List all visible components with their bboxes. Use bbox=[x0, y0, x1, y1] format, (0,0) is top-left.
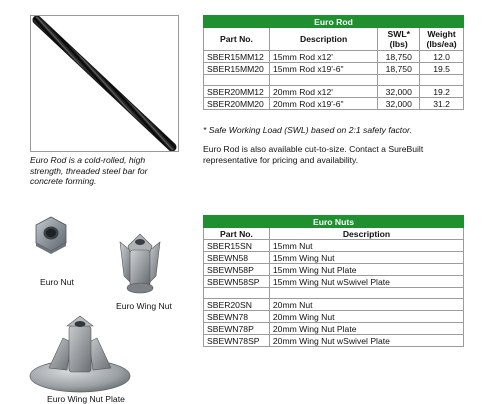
table-spacer-row bbox=[204, 288, 464, 299]
part-number: SBER15MM20 bbox=[204, 63, 270, 75]
part-number: SBER15SN bbox=[204, 240, 270, 252]
euro-nut-label: Euro Nut bbox=[40, 277, 74, 287]
description: 15mm Wing Nut wSwivel Plate bbox=[269, 276, 463, 288]
description: 20mm Wing Nut Plate bbox=[269, 323, 463, 335]
part-number: SBEWN58P bbox=[204, 264, 270, 276]
description: 15mm Wing Nut bbox=[269, 252, 463, 264]
euro-wing-nut-image bbox=[110, 228, 170, 301]
swl-footnote: * Safe Working Load (SWL) based on 2:1 safety factor. bbox=[203, 125, 412, 135]
table-title: Euro Rod bbox=[204, 16, 464, 28]
part-number: SBEWN78SP bbox=[204, 335, 270, 347]
column-header: SWL* (lbs) bbox=[378, 28, 420, 51]
description: 15mm Rod x19'-6" bbox=[269, 63, 377, 75]
description: 20mm Wing Nut bbox=[269, 311, 463, 323]
part-number: SBER20MM20 bbox=[204, 98, 270, 110]
euro-rod-table bbox=[203, 15, 464, 110]
weight-value: 19.5 bbox=[420, 63, 464, 75]
euro-wing-nut-plate-label: Euro Wing Nut Plate bbox=[47, 394, 125, 404]
euro-nut-image bbox=[33, 215, 69, 260]
euro-wing-nut-plate-image bbox=[27, 312, 133, 399]
table-row bbox=[204, 63, 464, 75]
weight-value: 19.2 bbox=[420, 86, 464, 98]
description: 20mm Wing Nut wSwivel Plate bbox=[269, 335, 463, 347]
wing-nut-illustration bbox=[110, 228, 170, 296]
description: 15mm Rod x12' bbox=[269, 51, 377, 63]
table-title: Euro Nuts bbox=[204, 216, 464, 228]
swl-value: 18,750 bbox=[378, 51, 420, 63]
swl-value: 18,750 bbox=[378, 63, 420, 75]
euro-rod-image bbox=[30, 15, 179, 152]
description: 15mm Wing Nut Plate bbox=[269, 264, 463, 276]
table-header-row bbox=[204, 28, 464, 51]
wing-nut-plate-illustration bbox=[27, 312, 133, 394]
description: 20mm Nut bbox=[269, 299, 463, 311]
part-number: SBEWN78P bbox=[204, 323, 270, 335]
part-number: SBEWN58SP bbox=[204, 276, 270, 288]
description: 20mm Rod x12' bbox=[269, 86, 377, 98]
column-header: Part No. bbox=[204, 28, 270, 51]
table-row bbox=[204, 299, 464, 311]
table-row bbox=[204, 252, 464, 264]
table-row bbox=[204, 276, 464, 288]
table-row bbox=[204, 240, 464, 252]
description: 20mm Rod x19'-6" bbox=[269, 98, 377, 110]
part-number: SBER20MM12 bbox=[204, 86, 270, 98]
column-header: Part No. bbox=[204, 228, 270, 240]
column-header: Weight (lbs/ea) bbox=[420, 28, 464, 51]
swl-value: 32,000 bbox=[378, 98, 420, 110]
table-header-row bbox=[204, 228, 464, 240]
table-spacer-row bbox=[204, 75, 464, 86]
euro-wing-nut-label: Euro Wing Nut bbox=[116, 301, 172, 311]
table-row bbox=[204, 264, 464, 276]
threaded-rod-illustration bbox=[31, 16, 178, 151]
part-number: SBER20SN bbox=[204, 299, 270, 311]
part-number: SBEWN58 bbox=[204, 252, 270, 264]
column-header: Description bbox=[269, 28, 377, 51]
euro-rod-caption: Euro Rod is a cold-rolled, high strength, threaded steel bar for concrete forming. bbox=[30, 155, 148, 186]
column-header: Description bbox=[269, 228, 463, 240]
part-number: SBER15MM12 bbox=[204, 51, 270, 63]
table-row bbox=[204, 335, 464, 347]
description: 15mm Nut bbox=[269, 240, 463, 252]
table-row bbox=[204, 323, 464, 335]
hex-nut-illustration bbox=[33, 215, 69, 255]
swl-value: 32,000 bbox=[378, 86, 420, 98]
weight-value: 12.0 bbox=[420, 51, 464, 63]
table-row bbox=[204, 51, 464, 63]
weight-value: 31.2 bbox=[420, 98, 464, 110]
table-row bbox=[204, 311, 464, 323]
part-number: SBEWN78 bbox=[204, 311, 270, 323]
cut-to-size-note: Euro Rod is also available cut-to-size. Contact a SureBuilt representative for pricing and availability. bbox=[203, 144, 424, 165]
table-row bbox=[204, 86, 464, 98]
table-row bbox=[204, 98, 464, 110]
euro-nuts-table bbox=[203, 215, 464, 347]
